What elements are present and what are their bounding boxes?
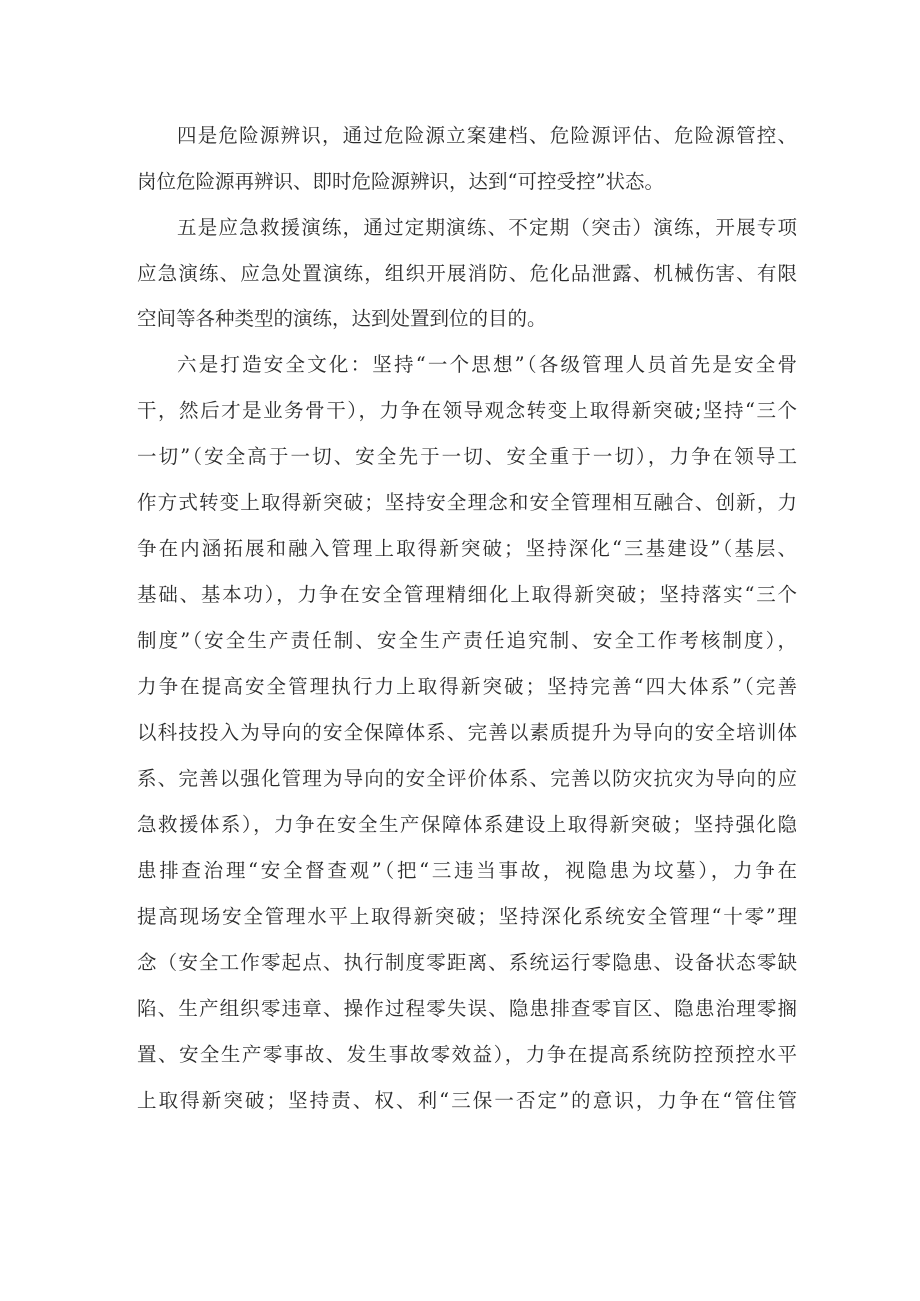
paragraph-3-line-6: 基础、基本功），力争在安全管理精细化上取得新突破；坚持落实“三个 [137, 583, 797, 606]
paragraph-2-line-2: 应急演练、应急处置演练，组织开展消防、危化品泄露、机械伤害、有限 [137, 262, 797, 285]
paragraph-3-line-4: 作方式转变上取得新突破；坚持安全理念和安全管理相互融合、创新，力 [137, 491, 797, 514]
paragraph-2-line-3: 空间等各种类型的演练，达到处置到位的目的。 [137, 307, 547, 330]
paragraph-3-line-5: 争在内涵拓展和融入管理上取得新突破；坚持深化“三基建设”（基层、 [137, 537, 797, 560]
paragraph-3-line-3: 一切”（安全高于一切、安全先于一切、安全重于一切），力争在领导工 [137, 445, 797, 468]
paragraph-3-line-13: 提高现场安全管理水平上取得新突破；坚持深化系统安全管理“十零”理 [137, 905, 797, 928]
paragraph-3-line-7: 制度”（安全生产责任制、安全生产责任追究制、安全工作考核制度）， [137, 629, 797, 652]
paragraph-3-line-1: 六是打造安全文化：坚持“一个思想”（各级管理人员首先是安全骨 [177, 353, 797, 376]
paragraph-2-line-1: 五是应急救援演练，通过定期演练、不定期（突击）演练，开展专项 [177, 216, 797, 239]
paragraph-3-line-15: 陷、生产组织零违章、操作过程零失误、隐患排查零盲区、隐患治理零搁 [137, 997, 797, 1020]
paragraph-3-line-11: 急救援体系），力争在安全生产保障体系建设上取得新突破；坚持强化隐 [137, 813, 797, 836]
paragraph-3-line-12: 患排查治理“安全督查观”（把“三违当事故，视隐患为坟墓），力争在 [137, 859, 797, 882]
paragraph-3-line-10: 系、完善以强化管理为导向的安全评价体系、完善以防灾抗灾为导向的应 [137, 767, 797, 790]
paragraph-3-line-2: 干，然后才是业务骨干），力争在领导观念转变上取得新突破;坚持“三个 [137, 399, 797, 422]
paragraph-3-line-9: 以科技投入为导向的安全保障体系、完善以素质提升为导向的安全培训体 [137, 721, 797, 744]
paragraph-1-line-1: 四是危险源辨识，通过危险源立案建档、危险源评估、危险源管控、 [177, 124, 797, 147]
paragraph-3-line-17: 上取得新突破；坚持责、权、利“三保一否定”的意识，力争在“管住管 [137, 1089, 797, 1112]
paragraph-1-line-2: 岗位危险源再辨识、即时危险源辨识，达到“可控受控”状态。 [137, 170, 664, 193]
paragraph-3-line-8: 力争在提高安全管理执行力上取得新突破；坚持完善“四大体系”（完善 [137, 675, 797, 698]
paragraph-3-line-14: 念（安全工作零起点、执行制度零距离、系统运行零隐患、设备状态零缺 [137, 951, 797, 974]
paragraph-3-line-16: 置、安全生产零事故、发生事故零效益），力争在提高系统防控预控水平 [137, 1043, 797, 1066]
